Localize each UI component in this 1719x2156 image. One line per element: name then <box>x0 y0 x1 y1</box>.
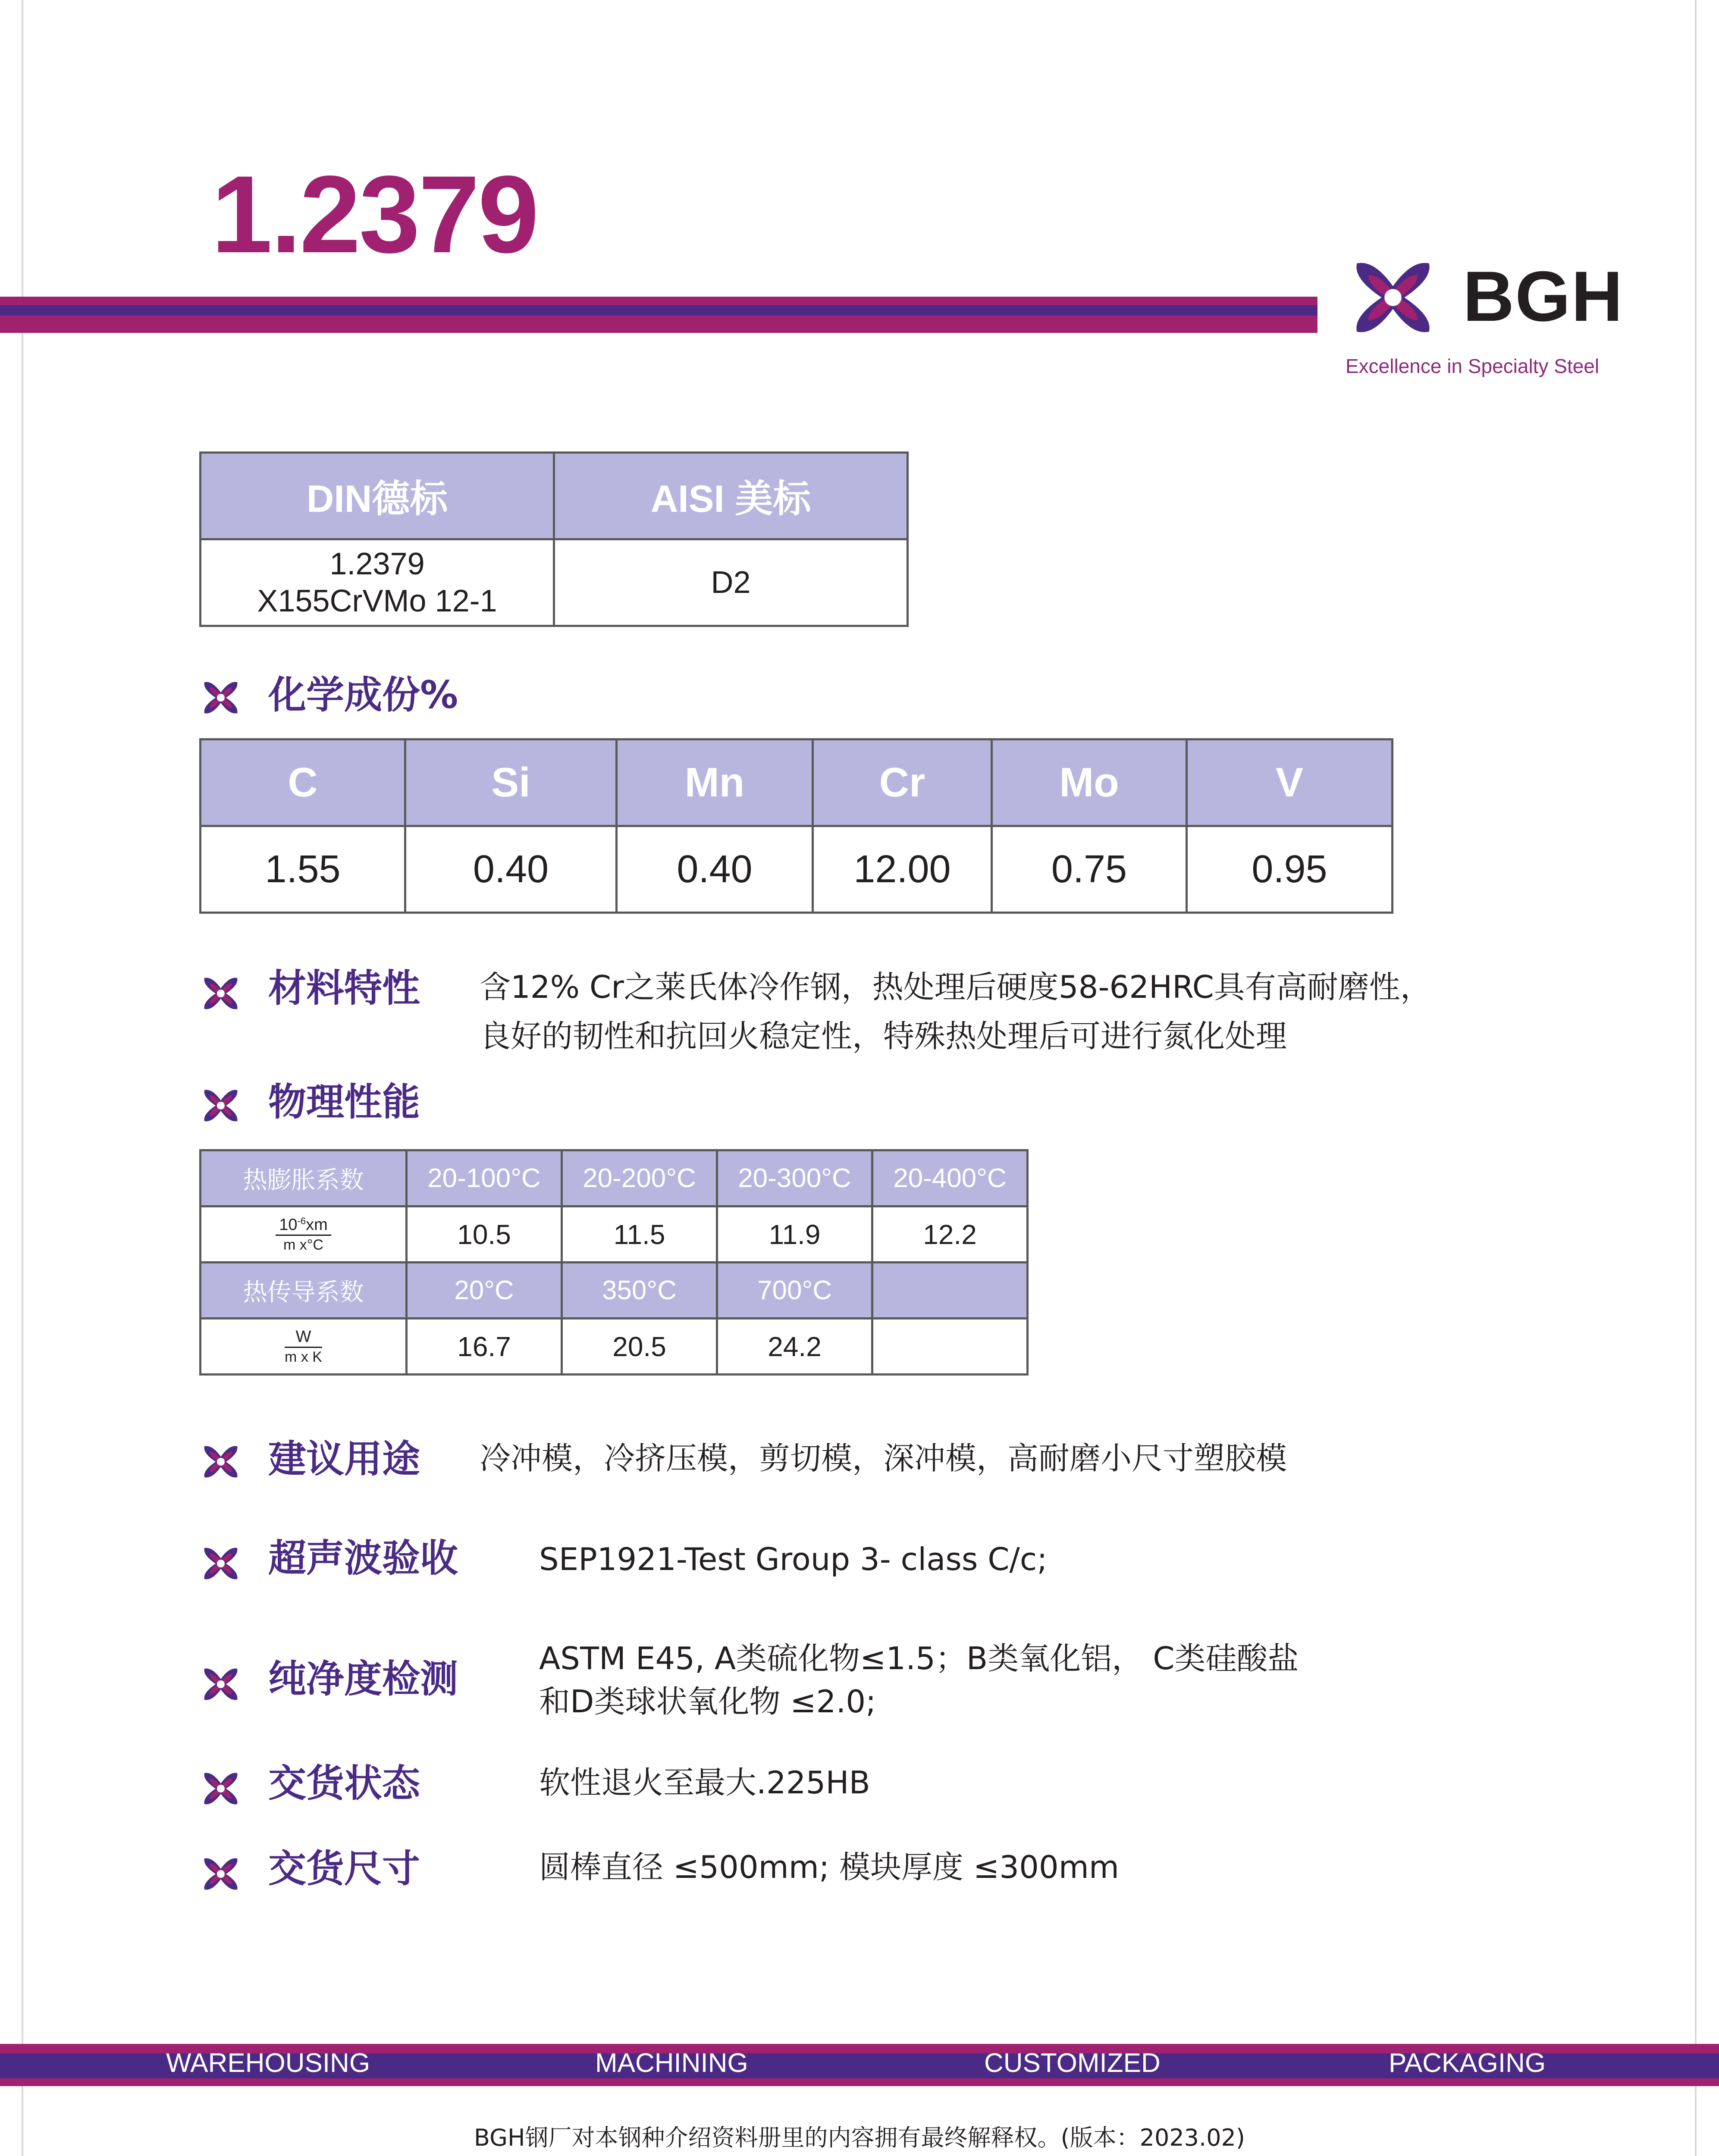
element-c: C <box>201 740 405 826</box>
element-v: V <box>1187 740 1393 826</box>
conductivity-temp: 350°C <box>562 1263 717 1319</box>
din-header: DIN德标 <box>201 453 554 539</box>
x-cross-icon <box>199 1440 242 1483</box>
conductivity-value: 16.7 <box>407 1319 562 1375</box>
conductivity-value: 20.5 <box>562 1319 717 1375</box>
page-title: 1.2379 <box>211 153 537 276</box>
din-value <box>201 539 554 626</box>
logo-name: BGH <box>1463 257 1624 336</box>
footer-customized: CUSTOMIZED <box>984 2048 1161 2078</box>
header-stripe <box>0 316 1317 333</box>
x-cross-icon <box>199 1542 242 1585</box>
value-cr: 12.00 <box>813 826 992 913</box>
unit-denominator: m x K <box>285 1349 322 1365</box>
value-mn: 0.40 <box>617 826 813 913</box>
x-cross-icon <box>199 1852 242 1896</box>
unit-numerator: W <box>285 1329 322 1348</box>
standards-table <box>199 451 909 627</box>
expansion-temp: 20-300°C <box>717 1150 872 1206</box>
expansion-temp: 20-200°C <box>562 1150 717 1206</box>
ultrasonic-text: SEP1921-Test Group 3- class C/c; <box>539 1541 1048 1577</box>
delivery-size-title: 交货尺寸 <box>268 1846 420 1891</box>
element-si: Si <box>405 740 617 826</box>
ultrasonic-title: 超声波验收 <box>268 1536 458 1580</box>
x-cross-icon <box>199 676 242 719</box>
din-designation: X155CrVMo 12-1 <box>257 584 497 618</box>
header-stripe <box>0 305 1317 316</box>
x-cross-icon <box>199 972 242 1015</box>
unit-numerator: 10 <box>279 1216 298 1234</box>
aisi-value: D2 <box>554 539 908 626</box>
value-si: 0.40 <box>405 826 617 913</box>
footer-stripe <box>0 2078 1719 2086</box>
conductivity-unit <box>201 1319 407 1375</box>
expansion-temp: 20-100°C <box>407 1150 562 1206</box>
unit-numerator-tail: xm <box>306 1216 328 1234</box>
unit-exponent: -6 <box>297 1215 306 1226</box>
physical-title: 物理性能 <box>268 1080 420 1124</box>
expansion-value: 11.9 <box>717 1206 872 1263</box>
expansion-value: 10.5 <box>407 1206 562 1263</box>
material-line-1: 含12% Cr之莱氏体冷作钢，热处理后硬度58-62HRC具有高耐磨性， <box>480 969 1431 1005</box>
element-mo: Mo <box>992 740 1187 826</box>
page-frame-right <box>1695 0 1697 2156</box>
element-mn: Mn <box>617 740 813 826</box>
conductivity-temp: 700°C <box>717 1263 872 1319</box>
element-cr: Cr <box>813 740 992 826</box>
cleanliness-line-1: ASTM E45, A类硫化物≤1.5；B类氧化铝， C类硅酸盐 <box>539 1640 1299 1677</box>
disclaimer: BGH钢厂对本钢种介绍资料册里的内容拥有最终解释权。(版本：2023.02) <box>474 2124 1245 2151</box>
physical-properties-table <box>199 1149 1029 1376</box>
bgh-logo-icon <box>1341 250 1445 345</box>
footer-warehousing: WAREHOUSING <box>166 2048 370 2078</box>
din-number: 1.2379 <box>329 546 425 581</box>
conductivity-value: 24.2 <box>717 1319 872 1375</box>
chemistry-title: 化学成份% <box>268 673 458 717</box>
expansion-label: 热膨胀系数 <box>201 1150 407 1206</box>
value-v: 0.95 <box>1187 826 1393 913</box>
cleanliness-line-2: 和D类球状氧化物 ≤2.0; <box>539 1683 876 1720</box>
expansion-unit <box>201 1206 407 1263</box>
delivery-condition-text: 软性退火至最大.225HB <box>539 1764 870 1801</box>
chemistry-table <box>199 738 1393 914</box>
logo-tagline: Excellence in Specialty Steel <box>1346 355 1600 377</box>
conductivity-label: 热传导系数 <box>201 1263 407 1319</box>
value-c: 1.55 <box>201 826 405 913</box>
material-line-2: 良好的韧性和抗回火稳定性，特殊热处理后可进行氮化处理 <box>480 1018 1287 1054</box>
delivery-size-text: 圆棒直径 ≤500mm; 模块厚度 ≤300mm <box>539 1849 1119 1885</box>
empty-cell <box>872 1319 1028 1375</box>
material-title: 材料特性 <box>268 966 420 1010</box>
conductivity-temp: 20°C <box>407 1263 562 1319</box>
expansion-temp: 20-400°C <box>872 1150 1028 1206</box>
expansion-value: 11.5 <box>562 1206 717 1263</box>
value-mo: 0.75 <box>992 826 1187 913</box>
header-stripe <box>0 297 1317 305</box>
delivery-condition-title: 交货状态 <box>268 1761 420 1805</box>
x-cross-icon <box>199 1084 242 1127</box>
x-cross-icon <box>199 1663 242 1706</box>
expansion-value: 12.2 <box>872 1206 1028 1263</box>
aisi-header: AISI 美标 <box>554 453 908 539</box>
footer-packaging: PACKAGING <box>1389 2048 1546 2078</box>
applications-title: 建议用途 <box>268 1437 420 1481</box>
x-cross-icon <box>199 1767 242 1810</box>
cleanliness-title: 纯净度检测 <box>268 1657 458 1701</box>
empty-cell <box>872 1263 1028 1319</box>
unit-denominator: m x°C <box>283 1237 323 1253</box>
footer-machining: MACHINING <box>595 2048 748 2078</box>
applications-text: 冷冲模，冷挤压模，剪切模，深冲模，高耐磨小尺寸塑胶模 <box>480 1440 1287 1476</box>
brand-logo <box>1341 246 1652 384</box>
